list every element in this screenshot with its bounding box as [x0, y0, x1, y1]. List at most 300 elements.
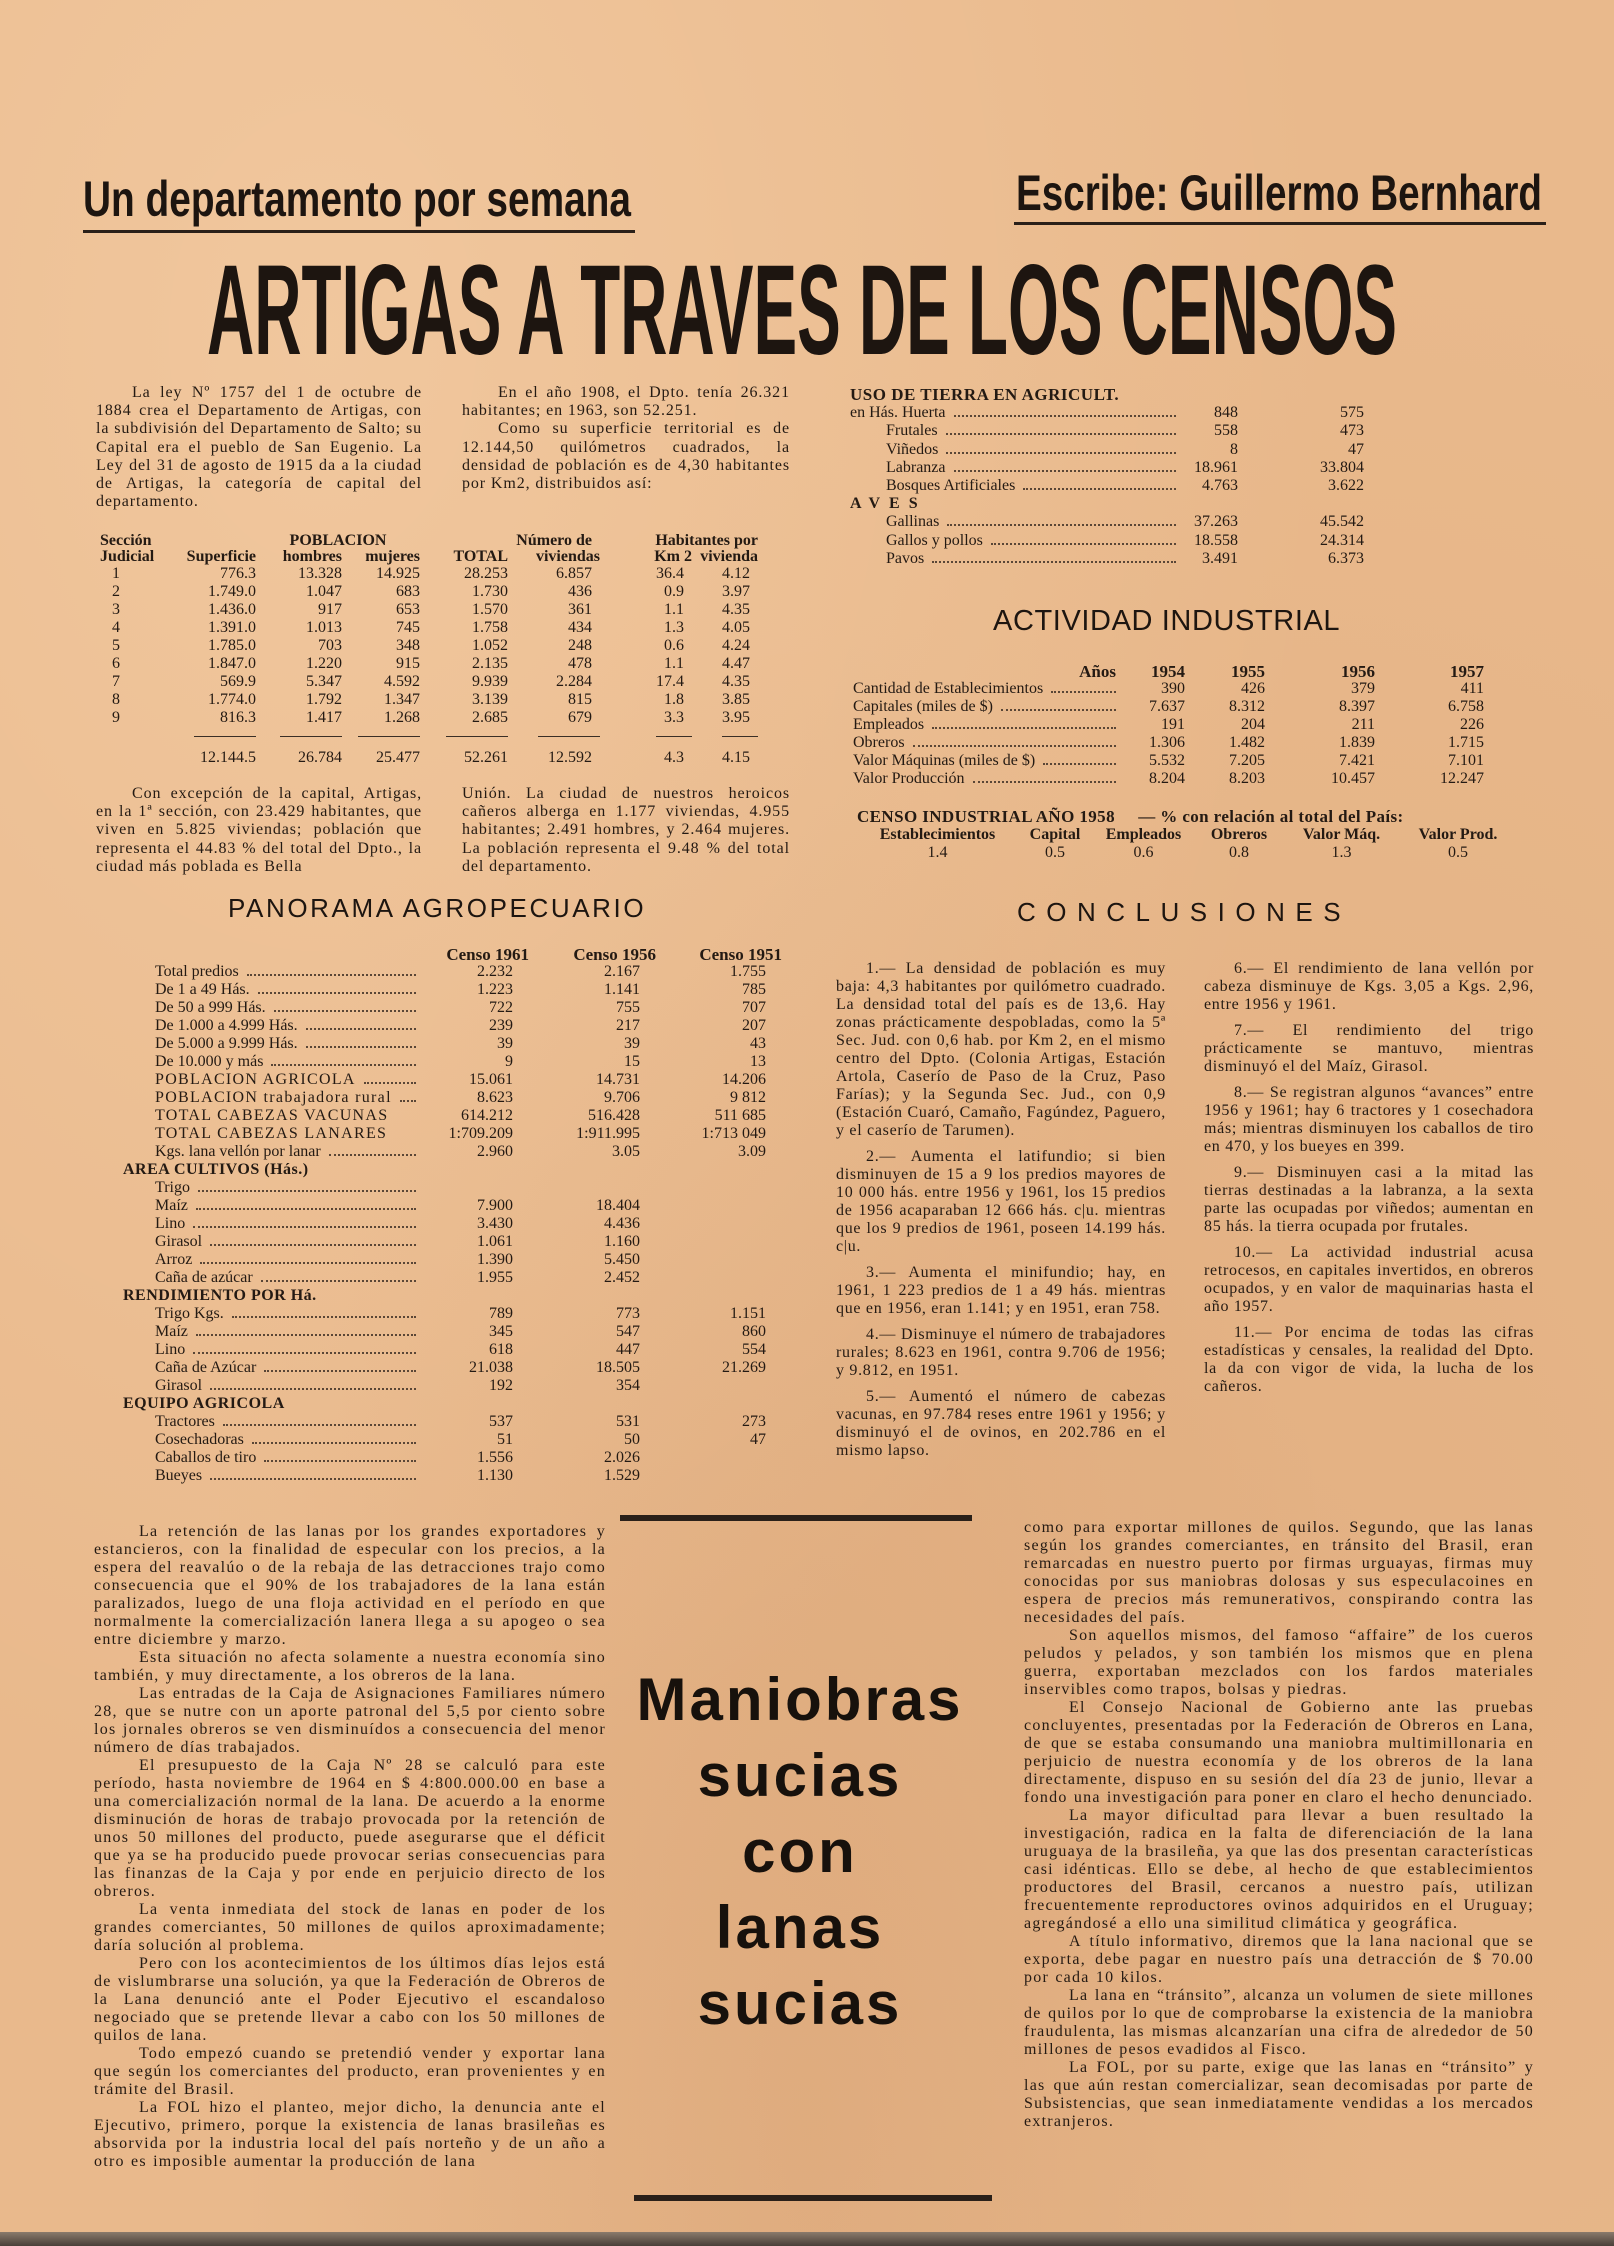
- table-row: [123, 1305, 766, 1323]
- value-cell: 618: [489, 1341, 513, 1358]
- value-cell: 0.5: [1448, 844, 1468, 861]
- cell: 361: [568, 601, 592, 618]
- row-label-cell: [123, 1143, 420, 1161]
- value-cell: 2.026: [604, 1449, 640, 1466]
- table-row: [853, 716, 1484, 734]
- land-use-row: [850, 477, 1370, 495]
- table-header-row: [853, 664, 1484, 680]
- kicker-underline: [83, 230, 635, 233]
- article-paragraph: Pero con los acontecimientos de los últimos días lejos está de vislumbrarse una solución, ya que la Federación de Obreros de la Lana denunció ante el Poder Ejecutivo el escandaloso negociado que se pretende llevar a cabo con los 50 millones de quilos de lana.: [94, 1955, 606, 2044]
- table-row: [853, 752, 1484, 770]
- row-label: Trigo: [155, 1179, 190, 1196]
- value-cell: 755: [616, 999, 640, 1016]
- table-row: [853, 698, 1484, 716]
- value-cell: 12.247: [1440, 770, 1484, 787]
- value-cell: 39: [497, 1035, 513, 1052]
- cell: 3.85: [722, 691, 750, 708]
- row-label: Gallinas: [886, 513, 940, 531]
- article-paragraph: La FOL, por su parte, exige que las lanas en “tránsito” y las que aún restan comercializar, sean decomisadas por parte de Subsistencias, que sean inmediatamente vendidas a los mercados extranjeros.: [1024, 2059, 1534, 2130]
- cell: [100, 727, 162, 745]
- total-rule: [538, 736, 600, 737]
- industrial-table: [853, 664, 1484, 788]
- value-cell: 2.167: [604, 963, 640, 980]
- value-cell: 575: [1340, 404, 1364, 422]
- dot-leader: [329, 1154, 416, 1156]
- label-wrap: [853, 752, 1120, 770]
- value-cell: [640, 1449, 766, 1467]
- article-paragraph: El Consejo Nacional de Gobierno ante las pruebas concluyentes, presentadas por la Federación de Obreros en Lana, de que se estaba consumando una maniobra multimillonaria en perjuicio de nuestra economía y de los obreros de la lana directamente, dispuso en su sesión del día 23 de junio, llevar a fondo una investigación para poner en claro el hecho denunciado.: [1024, 1699, 1534, 1806]
- row-label: Obreros: [853, 734, 905, 751]
- value-cell: 9 812: [730, 1089, 766, 1106]
- cell: [162, 727, 256, 745]
- box-headline-line: lanas: [715, 1894, 885, 1961]
- cell: 683: [396, 583, 420, 600]
- conclusion-item: 4.— Disminuye el número de trabajadores rurales; 8.623 en 1961, contra 9.706 de 1956; y 9.812, en 1951.: [836, 1326, 1166, 1379]
- row-label: Pavos: [886, 549, 925, 567]
- body-paragraph: Unión. La ciudad de nuestros heroicos cañeros alberga en 1.177 viviendas, 4.955 habitantes; 2.491 hombres, y 2.464 mujeres. La población representa el 9.48 % del total del departamento.: [462, 785, 790, 875]
- value-cell: 21.038: [469, 1359, 513, 1376]
- land-use-row: [850, 422, 1370, 440]
- row-label-cell: [853, 752, 1120, 770]
- section-heading: RENDIMIENTO POR Há.: [123, 1287, 317, 1304]
- total-rule: [280, 736, 342, 737]
- section-row: [123, 1287, 766, 1305]
- row-label: POBLACION AGRICOLA: [155, 1071, 356, 1088]
- cell: 703: [318, 637, 342, 654]
- value-cell: 511 685: [714, 1107, 766, 1124]
- table-row: [853, 770, 1484, 788]
- row-label-cell: [853, 716, 1120, 734]
- cell: 1.8: [664, 691, 684, 708]
- value-cell: 9: [505, 1053, 513, 1070]
- table-row: [100, 583, 758, 601]
- row-label: Caña de azúcar: [155, 1269, 253, 1286]
- value-cell: 345: [489, 1323, 513, 1340]
- conclusion-item: 9.— Disminuyen casi a la mitad las tierras destinadas a la labranza, a la sexta parte las ocupadas por viñedos; aumentan en 85 hás. la tierra ocupada por frutales.: [1204, 1164, 1534, 1235]
- cell: [1180, 422, 1370, 440]
- row-label-cell: [123, 1431, 420, 1449]
- cell: 1.052: [472, 637, 508, 654]
- dot-leader: [193, 1352, 416, 1354]
- row-label-cell: [123, 1179, 420, 1197]
- value-cell: 5.450: [604, 1251, 640, 1268]
- land-use-row: [850, 459, 1370, 477]
- value-cell: 15.061: [469, 1071, 513, 1088]
- dot-leader: [200, 1262, 416, 1264]
- censo-1958-grid: [857, 826, 1516, 862]
- label-wrap: [853, 698, 1120, 716]
- cell: [342, 727, 420, 745]
- row-label: Empleados: [853, 716, 925, 733]
- cell: 1.436.0: [208, 601, 256, 618]
- cell: 4.592: [384, 673, 420, 690]
- value-cell: [640, 1233, 766, 1251]
- section-kicker: Un departamento por semana: [83, 171, 632, 227]
- row-label: Trigo Kgs.: [155, 1305, 224, 1322]
- table-row: [100, 637, 758, 655]
- label-wrap: [155, 1215, 420, 1233]
- label-wrap: [155, 1341, 420, 1359]
- land-use-row: [850, 532, 1370, 550]
- table-row: [123, 1017, 766, 1035]
- label-wrap: [155, 1107, 420, 1125]
- dot-leader: [913, 745, 1116, 747]
- label-wrap: [155, 1053, 420, 1071]
- row-label: Kgs. lana vellón por lanar: [155, 1143, 321, 1160]
- box-bottom-rule: [634, 2195, 992, 2201]
- cell: 13.328: [298, 565, 342, 582]
- row-label: TOTAL CABEZAS LANARES: [155, 1125, 388, 1142]
- dot-leader: [210, 1388, 416, 1390]
- article-paragraph: Las entradas de la Caja de Asignaciones Familiares número 28, que se nutre con un aporte patronal del 5,5 por ciento sobre los jornales obreros se ven disminuídos a consecuencia del menor número de días trabajados.: [94, 1685, 606, 1756]
- land-use-row: [850, 404, 1370, 422]
- cell: 4.05: [722, 619, 750, 636]
- value-cell: 13: [750, 1053, 766, 1070]
- total-rule: [194, 736, 256, 737]
- value-cell: 3.491: [1202, 549, 1238, 567]
- cell: 3.139: [472, 691, 508, 708]
- row-label: Frutales: [886, 422, 938, 440]
- value-cell: 18.505: [596, 1359, 640, 1376]
- cell: 14.925: [376, 565, 420, 582]
- row-label-cell: [853, 698, 1120, 716]
- dot-leader: [258, 992, 416, 994]
- value-cell: 7.205: [1229, 752, 1265, 769]
- dot-leader: [193, 1226, 416, 1228]
- value-cell: 860: [742, 1323, 766, 1340]
- value-cell: 1:709.209: [448, 1125, 513, 1142]
- row-label-cell: [853, 734, 1120, 752]
- dot-leader: [400, 1100, 416, 1102]
- conclusion-item: 6.— El rendimiento de lana vellón por cabeza disminuye de Kgs. 3,05 a Kgs. 2,96, entre 1956 y 1961.: [1204, 960, 1534, 1013]
- cell: 1.792: [306, 691, 342, 708]
- dot-leader: [223, 1424, 416, 1426]
- industrial-heading: ACTIVIDAD INDUSTRIAL: [993, 605, 1341, 637]
- label-wrap: [853, 680, 1120, 698]
- value-cell: 390: [1161, 680, 1185, 697]
- table-row: [100, 709, 758, 727]
- cell: [162, 533, 256, 549]
- label-wrap: [155, 963, 420, 981]
- value-cell: 18.404: [596, 1197, 640, 1214]
- value-cell: 1.151: [730, 1305, 766, 1322]
- row-label-cell: [123, 981, 420, 999]
- land-use-block: [850, 386, 1370, 568]
- cell: 2.284: [556, 673, 592, 690]
- label-wrap: [155, 1413, 420, 1431]
- value-cell: 3.05: [612, 1143, 640, 1160]
- cell: 4.3: [664, 749, 684, 766]
- dot-leader: [306, 1046, 416, 1048]
- cell: 434: [568, 619, 592, 636]
- box-headline-line: Maniobras: [636, 1666, 964, 1733]
- box-headline-line: sucias: [697, 1742, 903, 1809]
- label-wrap: [155, 1251, 420, 1269]
- value-cell: 211: [1351, 716, 1375, 733]
- dot-leader: [261, 1280, 416, 1282]
- row-label-cell: [123, 1305, 420, 1323]
- row-label-cell: [123, 963, 420, 981]
- dot-leader: [954, 415, 1176, 417]
- table-row: [123, 1125, 766, 1143]
- value-cell: 204: [1241, 716, 1265, 733]
- value-cell: 192: [489, 1377, 513, 1394]
- cell: [1180, 404, 1370, 422]
- table-row: [853, 680, 1484, 698]
- row-label: Cantidad de Establecimientos: [853, 680, 1044, 697]
- cell: 4.15: [722, 749, 750, 766]
- value-cell: 3.09: [738, 1143, 766, 1160]
- value-cell: 773: [616, 1305, 640, 1322]
- value-cell: [420, 1179, 513, 1197]
- cell: 5.347: [306, 673, 342, 690]
- row-label: Maíz: [155, 1197, 188, 1214]
- cell: [1180, 459, 1370, 477]
- censo-1958-label: CENSO INDUSTRIAL AÑO 1958: [857, 807, 1115, 826]
- article-paragraph: La venta inmediata del stock de lanas en poder de los grandes comerciantes, 50 millones de quilos aproximadamente; daría solución al problema.: [94, 1901, 606, 1954]
- value-cell: 1:713 049: [701, 1125, 766, 1142]
- cell: 12.592: [548, 749, 592, 766]
- row-label-cell: [123, 1467, 420, 1485]
- label-wrap: [155, 1467, 420, 1485]
- row-label: Girasol: [155, 1233, 203, 1250]
- body-paragraph: Con excepción de la capital, Artigas, en la 1ª sección, con 23.429 habitantes, que viven en 5.825 viviendas; población que representa el 44.83 % del total del Dpto., la ciudad más poblada es Bella: [96, 785, 422, 875]
- conclusions-columns: [836, 960, 1534, 1484]
- column-header: Censo 1951: [699, 945, 782, 964]
- cell: 745: [396, 619, 420, 636]
- article-paragraph: La mayor dificultad para llevar a buen resultado la investigación, radica en la falta de diferenciación de la lana uruguaya de la brasileña, ya que las dos presentan características casi idénticas. Ello se debe, al hecho de que establecimientos productores del Brasil, cercanos a nuestro país, utilizan frecuentemente reproductores ovinos adquiridos en el Uruguay; agregándosé a ello una similitud climática y geográfica.: [1024, 1807, 1534, 1932]
- cell: 248: [568, 637, 592, 654]
- value-cell: 6.373: [1328, 549, 1364, 567]
- row-label-cell: [853, 770, 1120, 788]
- conclusion-item: 3.— Aumenta el minifundio; hay, en 1961, 1 223 predios de 1 a 49 hás. mientras que en 1956, eran 1.141; y en 1951, eran 758.: [836, 1264, 1166, 1317]
- table-row: [123, 999, 766, 1017]
- masthead: [0, 170, 1614, 370]
- value-cell: 1:911.995: [576, 1125, 640, 1142]
- value-cell: 47: [750, 1431, 766, 1448]
- table-row: [123, 1053, 766, 1071]
- cell: 3.97: [722, 583, 750, 600]
- cell: 915: [396, 655, 420, 672]
- row-label-cell: [123, 1107, 420, 1125]
- intro-right: [462, 384, 790, 493]
- value-cell: 7.900: [477, 1197, 513, 1214]
- value-cell: 1.715: [1448, 734, 1484, 751]
- value-cell: 18.961: [1194, 458, 1238, 476]
- column-header: Censo 1961: [446, 945, 529, 964]
- value-cell: 8: [1230, 440, 1238, 458]
- value-cell: 354: [616, 1377, 640, 1394]
- row-label-cell: [123, 1269, 420, 1287]
- value-cell: 39: [624, 1035, 640, 1052]
- population-table: [100, 533, 758, 767]
- cell: 478: [568, 655, 592, 672]
- article-paragraph: La FOL hizo el planteo, mejor dicho, la denuncia ante el Ejecutivo, primero, porque la existencia de lanas brasileñas es absorvida por la industria local del país norteño y de un año a otro es imposible aumentar la producción de lana: [94, 2099, 606, 2170]
- label-wrap: [155, 1377, 420, 1395]
- intro-paragraph: Como su superficie territorial es de 12.144,50 quilómetros cuadrados, la densidad de población es de 4,30 habitantes por Km2, distribuidos así:: [462, 420, 790, 493]
- value-cell: 4.763: [1202, 477, 1238, 495]
- cell: 0.6: [664, 637, 684, 654]
- column-header: Obreros: [1210, 826, 1268, 843]
- cell: 4.12: [722, 565, 750, 582]
- row-label-cell: [853, 680, 1120, 698]
- dot-leader: [210, 1478, 416, 1480]
- land-use-row: [850, 550, 1370, 568]
- value-cell: 0.5: [1045, 844, 1065, 861]
- cell: 1.013: [306, 619, 342, 636]
- value-cell: 1.556: [477, 1449, 513, 1466]
- dot-leader: [991, 543, 1176, 545]
- label-wrap: [155, 1179, 420, 1197]
- value-cell: 558: [1214, 422, 1238, 440]
- wool-article-right: [1024, 1519, 1534, 2131]
- dot-leader: [271, 1064, 416, 1066]
- cell: 52.261: [464, 749, 508, 766]
- value-cell: 8.312: [1229, 698, 1265, 715]
- cell: 2.685: [472, 709, 508, 726]
- value-cell: 0.8: [1229, 844, 1249, 861]
- table-row: [123, 1359, 766, 1377]
- cell: 4.35: [722, 601, 750, 618]
- cell: 917: [318, 601, 342, 618]
- value-cell: 0.6: [1133, 844, 1154, 861]
- label-wrap: [853, 770, 1120, 788]
- column-header: POBLACION: [289, 532, 387, 549]
- row-label: Caballos de tiro: [155, 1449, 257, 1466]
- article-paragraph: como para exportar millones de quilos. Segundo, que las lanas según los grandes comerciantes, en tránsito del Brasil, eran remarcadas en nuestro puerto por firmas urguayas, firmas muy conocidas por sus maniobras dolosas y sus especulacoines en espera de precios más remunerativos, conspirando contra las necesidades del país.: [1024, 1519, 1534, 1626]
- column-header: Capital: [1029, 826, 1081, 843]
- row-label-cell: [123, 1449, 420, 1467]
- dot-leader: [196, 1208, 416, 1210]
- column-header: Censo 1956: [573, 945, 656, 964]
- dot-leader: [932, 727, 1116, 729]
- label-wrap: [155, 1035, 420, 1053]
- row-label: Maíz: [155, 1323, 188, 1340]
- cell: 28.253: [464, 565, 508, 582]
- row-label-cell: [123, 1215, 420, 1233]
- total-rule-row: [100, 727, 758, 745]
- label-wrap: [155, 1449, 420, 1467]
- cell: [420, 533, 508, 549]
- column-header: Valor Máq.: [1302, 826, 1381, 843]
- table-header-row: [100, 549, 758, 565]
- table-row: [123, 1449, 766, 1467]
- dot-leader: [1023, 488, 1176, 490]
- row-label-cell: [123, 1251, 420, 1269]
- row-label-cell: [123, 1017, 420, 1035]
- value-cell: 1.955: [477, 1269, 513, 1286]
- dot-leader: [954, 470, 1176, 472]
- cell: [256, 727, 342, 745]
- dot-leader: [232, 1316, 416, 1318]
- column-header: TOTAL: [453, 548, 508, 565]
- value-cell: 6.758: [1448, 698, 1484, 715]
- row-label: Girasol: [155, 1377, 203, 1394]
- land-use-title: USO DE TIERRA EN AGRICULT.: [850, 385, 1120, 404]
- dot-leader: [252, 1442, 416, 1444]
- table-row: [123, 1341, 766, 1359]
- dot-leader: [1051, 691, 1116, 693]
- row-label-cell: [123, 1125, 420, 1143]
- value-cell: 722: [489, 999, 513, 1016]
- conclusion-item: 10.— La actividad industrial acusa retrocesos, en capitales invertidos, en obreros ocupados, y en valor de maquinarias hasta el año 1957.: [1204, 1244, 1534, 1315]
- total-rule: [656, 736, 692, 737]
- column-header: viviendas: [535, 548, 600, 565]
- label-wrap: [155, 981, 420, 999]
- cell: 17.4: [656, 673, 684, 690]
- value-cell: 1.141: [604, 981, 640, 998]
- value-cell: 7.637: [1149, 698, 1185, 715]
- value-cell: 1.3: [1331, 844, 1352, 861]
- cell: 26.784: [298, 749, 342, 766]
- cell: 4.47: [722, 655, 750, 672]
- row-label: POBLACION trabajadora rural: [155, 1089, 392, 1106]
- cell: [1180, 513, 1370, 531]
- value-cell: 848: [1214, 404, 1238, 422]
- cell: 12.144.5: [200, 749, 256, 766]
- value-cell: 1.390: [477, 1251, 513, 1268]
- totals-row: [100, 745, 758, 767]
- total-rule: [722, 736, 758, 737]
- table-row: [123, 1143, 766, 1161]
- value-cell: 1.160: [604, 1233, 640, 1250]
- byline-underline: [1014, 222, 1546, 225]
- article-paragraph: Son aquellos mismos, del famoso “affaire” de los cueros peludos y pelados, y son también los mismos que en plena guerra, exportaban mezclados con los fardos materiales inservibles como trapos, bolsas y piedras.: [1024, 1627, 1534, 1698]
- section-row: [123, 1161, 766, 1179]
- dot-leader: [364, 1082, 416, 1084]
- value-cell: 15: [624, 1053, 640, 1070]
- cell: 776.3: [220, 565, 256, 582]
- value-cell: 14.206: [722, 1071, 766, 1088]
- cell: 8: [112, 691, 120, 708]
- dot-leader: [947, 524, 1176, 526]
- value-cell: 3.622: [1328, 477, 1364, 495]
- value-cell: 2.452: [604, 1269, 640, 1286]
- column-header: Número de: [516, 532, 592, 549]
- value-cell: 24.314: [1320, 531, 1364, 549]
- value-cell: 47: [1348, 440, 1364, 458]
- page-bottom-edge: [0, 2232, 1614, 2246]
- row-label-cell: [123, 1071, 420, 1089]
- row-label-cell: [123, 1341, 420, 1359]
- label-wrap: [155, 1305, 420, 1323]
- table-row: [123, 1323, 766, 1341]
- dot-leader: [973, 781, 1116, 783]
- table-row: [123, 1035, 766, 1053]
- article-paragraph: La lana en “tránsito”, alcanza un volumen de siete millones de quilos por lo que de comprobarse la existencia de la maniobra fraudulenta, las mismas alcanzarían una cifra de alrededor de 50 millones de pesos evadidos al Fisco.: [1024, 1987, 1534, 2058]
- row-label-cell: [123, 1413, 420, 1431]
- cell: 36.4: [656, 565, 684, 582]
- intro-paragraph: La ley Nº 1757 del 1 de octubre de 1884 crea el Departamento de Artigas, con la subdivisión del Departamento de Salto; su Capital era el pueblo de San Eugenio. La Ley del 31 de agosto de 1915 da a la ciudad de Artigas, la categoría de capital del departamento.: [96, 384, 422, 511]
- label-wrap: [155, 1359, 420, 1377]
- cell: 3.3: [664, 709, 684, 726]
- after-table-left: [96, 785, 422, 876]
- value-cell: 1.529: [604, 1467, 640, 1484]
- row-label-cell: [123, 1377, 420, 1395]
- headline-box: [620, 1662, 980, 2042]
- cell: 569.9: [220, 673, 256, 690]
- cell: 25.477: [376, 749, 420, 766]
- value-cell: [640, 1269, 766, 1287]
- table-row: [100, 691, 758, 709]
- row-label: Lino: [155, 1341, 186, 1358]
- row-label-cell: [123, 999, 420, 1017]
- label-wrap: [155, 1017, 420, 1035]
- dot-leader: [946, 433, 1176, 435]
- value-cell: [513, 1179, 640, 1197]
- value-cell: 37.263: [1194, 513, 1238, 531]
- dot-leader: [946, 452, 1176, 454]
